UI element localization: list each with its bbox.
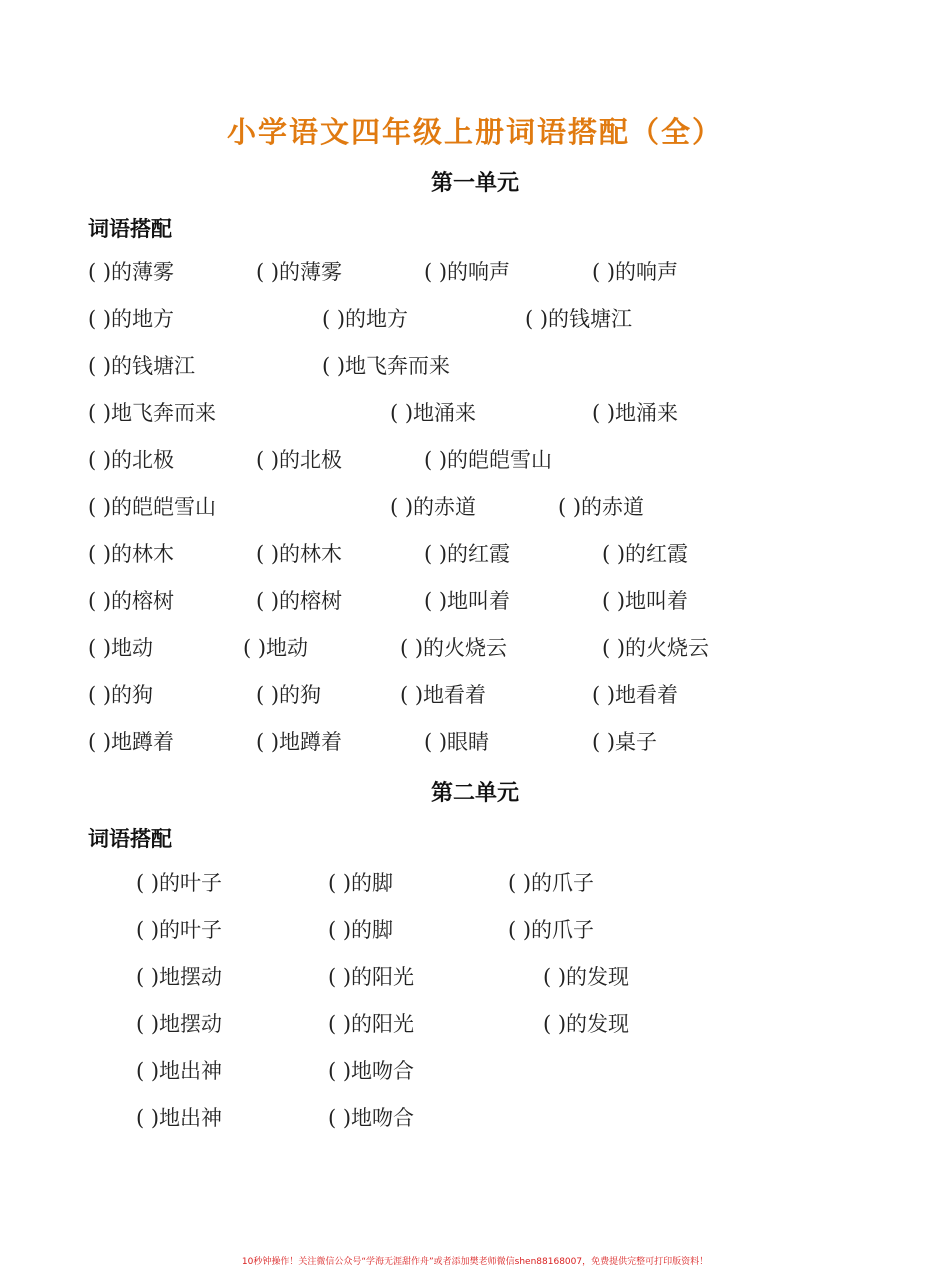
fill-blank-item: ( )的榕树 [88,589,175,613]
fill-blank-item: ( )的地方 [88,307,175,331]
fill-blank-item: ( )地看着 [400,683,487,707]
exercise-row [0,398,950,428]
fill-blank-item: ( )的叶子 [136,918,223,942]
fill-blank-item: ( )的狗 [88,683,154,707]
unit-1-section-label: 词语搭配 [88,217,172,241]
fill-blank-item: ( )的狗 [256,683,322,707]
exercise-row [0,445,950,475]
fill-blank-item: ( )地动 [88,636,154,660]
exercise-row [0,727,950,757]
fill-blank-item: ( )的薄雾 [88,260,175,284]
unit-2-heading: 第二单元 [430,781,519,806]
fill-blank-item: ( )眼睛 [424,730,490,754]
exercise-row [0,680,950,710]
exercise-row [0,1009,950,1039]
fill-blank-item: ( )的响声 [424,260,511,284]
fill-blank-item: ( )地叫着 [602,589,689,613]
fill-blank-item: ( )地摆动 [136,1012,223,1036]
fill-blank-item: ( )的火烧云 [400,636,508,660]
fill-blank-item: ( )的脚 [328,871,394,895]
fill-blank-item: ( )的阳光 [328,1012,415,1036]
fill-blank-item: ( )的发现 [543,1012,630,1036]
unit-1-heading: 第一单元 [430,171,519,196]
fill-blank-item: ( )地吻合 [328,1106,415,1130]
exercise-row [0,633,950,663]
fill-blank-item: ( )的红霞 [602,542,689,566]
fill-blank-item: ( )的赤道 [558,495,645,519]
exercise-row [0,539,950,569]
fill-blank-item: ( )地出神 [136,1059,223,1083]
fill-blank-item: ( )的钱塘江 [525,307,633,331]
fill-blank-item: ( )桌子 [592,730,658,754]
fill-blank-item: ( )地动 [243,636,309,660]
fill-blank-item: ( )地涌来 [390,401,477,425]
fill-blank-item: ( )地吻合 [328,1059,415,1083]
fill-blank-item: ( )的北极 [256,448,343,472]
exercise-row [0,1056,950,1086]
fill-blank-item: ( )的火烧云 [602,636,710,660]
fill-blank-item: ( )的钱塘江 [88,354,196,378]
fill-blank-item: ( )的叶子 [136,871,223,895]
fill-blank-item: ( )的榕树 [256,589,343,613]
exercise-row [0,304,950,334]
fill-blank-item: ( )的响声 [592,260,679,284]
exercise-row [0,962,950,992]
fill-blank-item: ( )的地方 [322,307,409,331]
fill-blank-item: ( )的脚 [328,918,394,942]
exercise-row [0,586,950,616]
fill-blank-item: ( )地看着 [592,683,679,707]
fill-blank-item: ( )地蹲着 [256,730,343,754]
fill-blank-item: ( )的薄雾 [256,260,343,284]
page-title: 小学语文四年级上册词语搭配（全） [226,115,723,149]
exercise-row [0,915,950,945]
unit-2-section-label: 词语搭配 [88,827,172,851]
fill-blank-item: ( )的阳光 [328,965,415,989]
exercise-row [0,1103,950,1133]
fill-blank-item: ( )的赤道 [390,495,477,519]
fill-blank-item: ( )的爪子 [508,918,595,942]
exercise-row [0,492,950,522]
fill-blank-item: ( )地叫着 [424,589,511,613]
fill-blank-item: ( )地涌来 [592,401,679,425]
fill-blank-item: ( )的北极 [88,448,175,472]
fill-blank-item: ( )的红霞 [424,542,511,566]
fill-blank-item: ( )地摆动 [136,965,223,989]
fill-blank-item: ( )的爪子 [508,871,595,895]
fill-blank-item: ( )的皑皑雪山 [88,495,217,519]
fill-blank-item: ( )地蹲着 [88,730,175,754]
fill-blank-item: ( )地出神 [136,1106,223,1130]
fill-blank-item: ( )的林木 [88,542,175,566]
fill-blank-item: ( )的皑皑雪山 [424,448,553,472]
fill-blank-item: ( )的发现 [543,965,630,989]
fill-blank-item: ( )地飞奔而来 [322,354,451,378]
exercise-row [0,868,950,898]
fill-blank-item: ( )的林木 [256,542,343,566]
exercise-row [0,257,950,287]
footer-promo-text: 10秒钟操作！关注微信公众号“学海无涯甜作舟”或者添加樊老师微信shen88168007，免费提供完整可打印版资料！ [241,1257,709,1267]
exercise-row [0,351,950,381]
fill-blank-item: ( )地飞奔而来 [88,401,217,425]
